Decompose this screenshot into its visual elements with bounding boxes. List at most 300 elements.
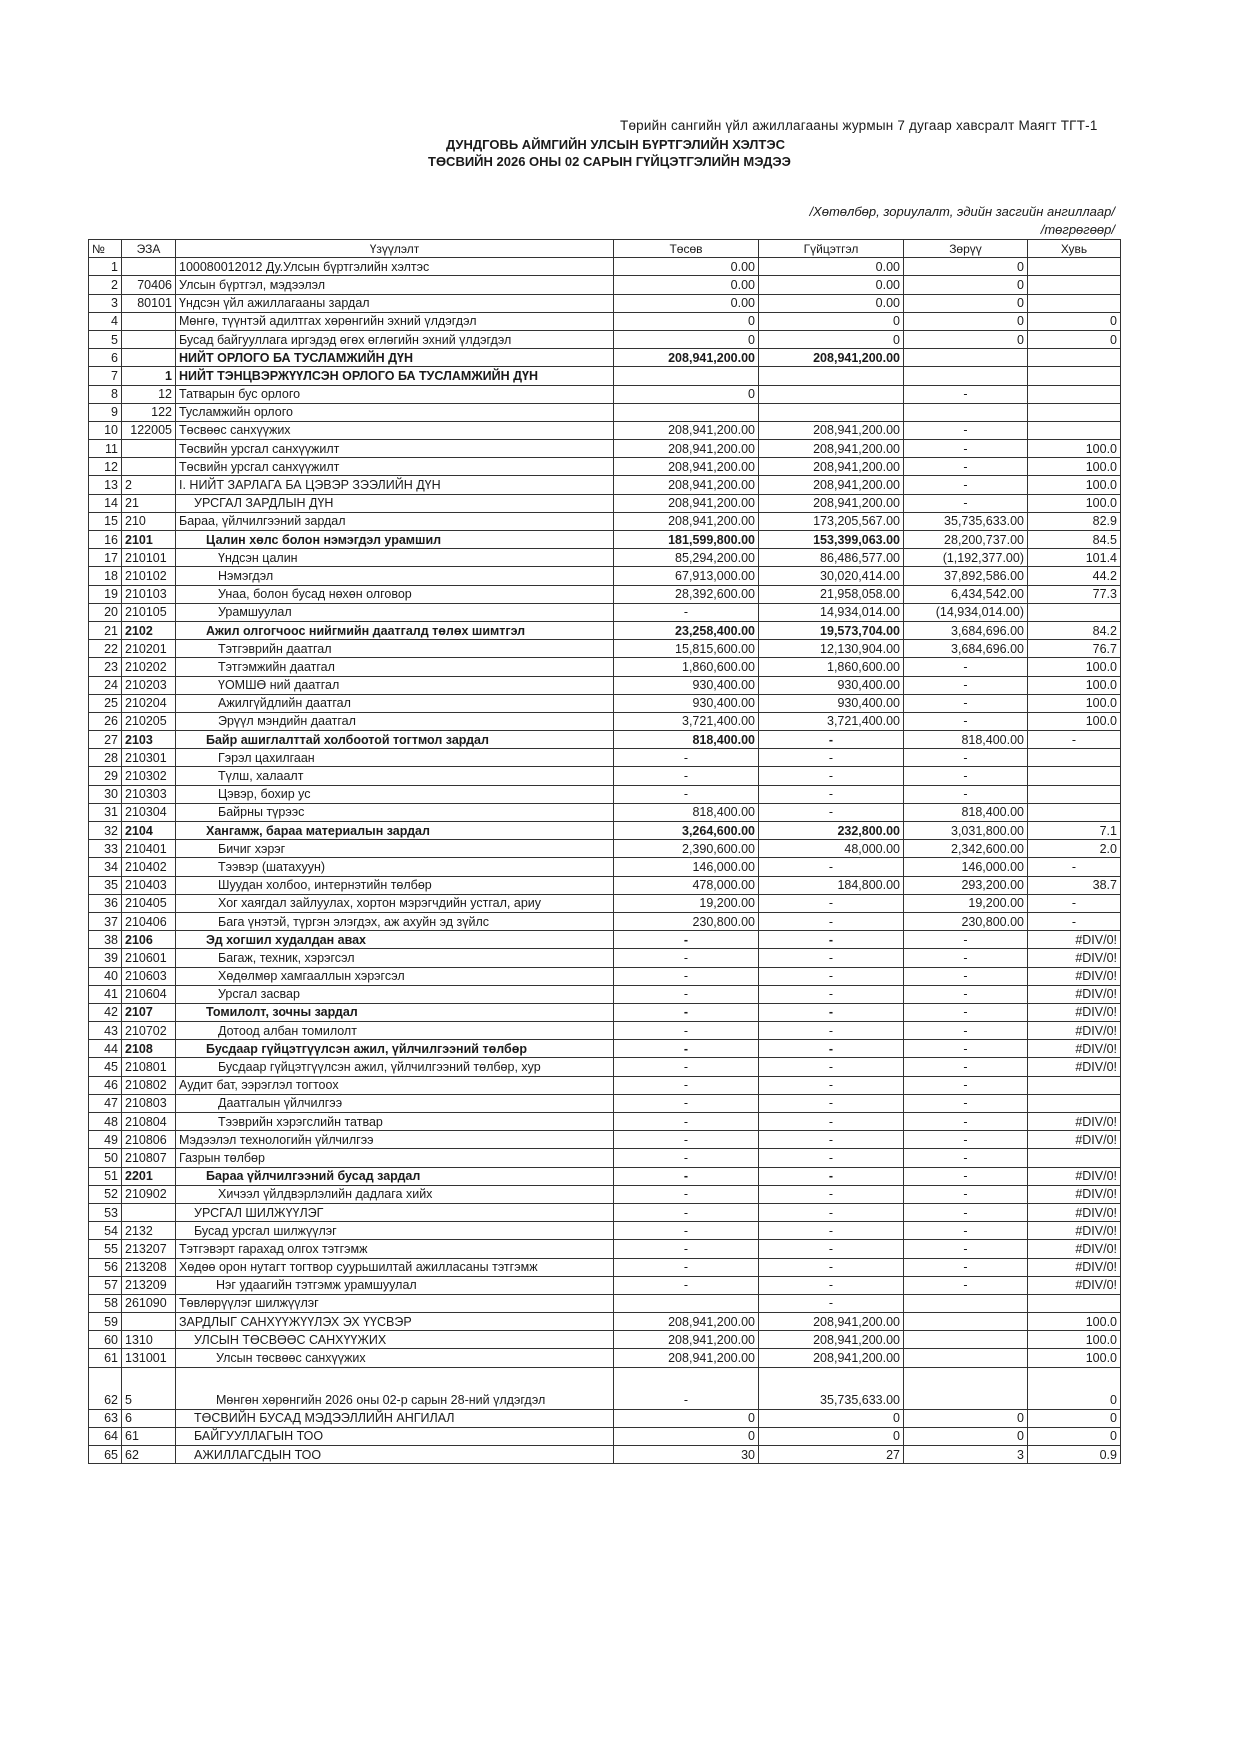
table-row (89, 440, 1121, 458)
table-row (89, 585, 1121, 603)
row-number: 47 (89, 1094, 122, 1112)
actual-value: - (759, 912, 904, 930)
indicator: Шуудан холбоо, интернэтийн төлбөр (176, 876, 614, 894)
budget-value: 208,941,200.00 (614, 476, 759, 494)
actual-value: - (759, 1167, 904, 1185)
budget-value: 818,400.00 (614, 731, 759, 749)
indicator: Хог хаягдал зайлуулах, хортон мэрэгчдийн устгал, ариу (176, 894, 614, 912)
indicator: ЗАРДЛЫГ САНХҮҮЖҮҮЛЭХ ЭХ ҮҮСВЭР (176, 1313, 614, 1331)
eza-code: 80101 (122, 294, 176, 312)
eza-code: 210402 (122, 858, 176, 876)
row-number: 39 (89, 949, 122, 967)
difference-value: (14,934,014.00) (904, 603, 1028, 621)
table-row (89, 1040, 1121, 1058)
table-row (89, 531, 1121, 549)
difference-value (904, 403, 1028, 421)
percent-value (1028, 294, 1121, 312)
difference-value (904, 367, 1028, 385)
percent-value: 38.7 (1028, 876, 1121, 894)
indicator: Тусламжийн орлого (176, 403, 614, 421)
percent-value: #DIV/0! (1028, 967, 1121, 985)
eza-code: 21 (122, 494, 176, 512)
col-header-difference: Зөрүү (904, 240, 1028, 258)
eza-code: 210102 (122, 567, 176, 585)
eza-code: 213209 (122, 1276, 176, 1294)
actual-value: 208,941,200.00 (759, 476, 904, 494)
budget-value: - (614, 1040, 759, 1058)
difference-value: - (904, 1276, 1028, 1294)
eza-code: 62 (122, 1446, 176, 1464)
row-number: 63 (89, 1409, 122, 1427)
percent-value (1028, 749, 1121, 767)
table-row (89, 1222, 1121, 1240)
actual-value: 12,130,904.00 (759, 640, 904, 658)
percent-value (1028, 403, 1121, 421)
table-row (89, 822, 1121, 840)
budget-value: 181,599,800.00 (614, 531, 759, 549)
actual-value: - (759, 1240, 904, 1258)
classification-note: /Хөтөлбөр, зориулалт, эдийн засгийн ангиллаар/ (809, 204, 1115, 219)
row-number: 28 (89, 749, 122, 767)
actual-value: 208,941,200.00 (759, 349, 904, 367)
indicator: Нэг удаагийн тэтгэмж урамшуулал (176, 1276, 614, 1294)
budget-value: 67,913,000.00 (614, 567, 759, 585)
indicator: Багаж, техник, хэрэгсэл (176, 949, 614, 967)
budget-value: - (614, 1076, 759, 1094)
eza-code: 2106 (122, 931, 176, 949)
table-row (89, 894, 1121, 912)
table-row (89, 640, 1121, 658)
actual-value: - (759, 1003, 904, 1021)
actual-value (759, 403, 904, 421)
row-number: 40 (89, 967, 122, 985)
actual-value: - (759, 967, 904, 985)
actual-value: 3,721,400.00 (759, 712, 904, 730)
table-row (89, 1003, 1121, 1021)
actual-value: - (759, 1185, 904, 1203)
percent-value: 100.0 (1028, 458, 1121, 476)
table-row (89, 1131, 1121, 1149)
actual-value: 21,958,058.00 (759, 585, 904, 603)
table-row (89, 767, 1121, 785)
table-row (89, 912, 1121, 930)
eza-code: 2101 (122, 531, 176, 549)
indicator: Аудит бат, ээрэглэл тогтоох (176, 1076, 614, 1094)
indicator: УРСГАЛ ШИЛЖҮҮЛЭГ (176, 1203, 614, 1221)
difference-value: - (904, 1222, 1028, 1240)
indicator: Гэрэл цахилгаан (176, 749, 614, 767)
difference-value: - (904, 767, 1028, 785)
col-header-percent: Хувь (1028, 240, 1121, 258)
indicator: Бусад урсгал шилжүүлэг (176, 1222, 614, 1240)
eza-code (122, 440, 176, 458)
percent-value: #DIV/0! (1028, 1003, 1121, 1021)
table-row (89, 712, 1121, 730)
table-row (89, 694, 1121, 712)
indicator: Бусдаар гүйцэтгүүлсэн ажил, үйлчилгээний төлбөр (176, 1040, 614, 1058)
eza-code: 1310 (122, 1331, 176, 1349)
table-row (89, 476, 1121, 494)
difference-value: 37,892,586.00 (904, 567, 1028, 585)
actual-value: 0 (759, 312, 904, 330)
actual-value: - (759, 1076, 904, 1094)
indicator: Томилолт, зочны зардал (176, 1003, 614, 1021)
percent-value: 7.1 (1028, 822, 1121, 840)
actual-value: 0.00 (759, 276, 904, 294)
budget-value: - (614, 1003, 759, 1021)
percent-value: 0 (1028, 312, 1121, 330)
actual-value: - (759, 767, 904, 785)
difference-value: 0 (904, 312, 1028, 330)
percent-value: - (1028, 912, 1121, 930)
percent-value: #DIV/0! (1028, 1058, 1121, 1076)
actual-value: 184,800.00 (759, 876, 904, 894)
budget-value: 30 (614, 1446, 759, 1464)
difference-value: 2,342,600.00 (904, 840, 1028, 858)
budget-value: - (614, 1094, 759, 1112)
difference-value: 0 (904, 1427, 1028, 1445)
eza-code: 210403 (122, 876, 176, 894)
actual-value: 930,400.00 (759, 676, 904, 694)
budget-value: - (614, 749, 759, 767)
row-number: 24 (89, 676, 122, 694)
budget-value: 818,400.00 (614, 803, 759, 821)
actual-value: - (759, 985, 904, 1003)
percent-value: #DIV/0! (1028, 1131, 1121, 1149)
table-row (89, 1149, 1121, 1167)
difference-value: 146,000.00 (904, 858, 1028, 876)
difference-value: - (904, 931, 1028, 949)
difference-value: 0 (904, 258, 1028, 276)
percent-value: 100.0 (1028, 494, 1121, 512)
indicator: Тэтгэмжийн даатгал (176, 658, 614, 676)
difference-value: - (904, 1131, 1028, 1149)
table-row (89, 658, 1121, 676)
indicator: Байр ашиглалттай холбоотой тогтмол зардал (176, 731, 614, 749)
col-header-no: № (89, 240, 122, 258)
row-number: 11 (89, 440, 122, 458)
percent-value: 44.2 (1028, 567, 1121, 585)
difference-value: 28,200,737.00 (904, 531, 1028, 549)
indicator: Төсвийн урсгал санхүүжилт (176, 458, 614, 476)
percent-value (1028, 349, 1121, 367)
difference-value: - (904, 1040, 1028, 1058)
budget-value: - (614, 1367, 759, 1409)
table-row (89, 1185, 1121, 1203)
eza-code (122, 1313, 176, 1331)
budget-value: 23,258,400.00 (614, 621, 759, 639)
row-number: 16 (89, 531, 122, 549)
table-row (89, 1276, 1121, 1294)
budget-value: 208,941,200.00 (614, 1349, 759, 1367)
percent-value (1028, 803, 1121, 821)
table-body (89, 258, 1121, 1464)
difference-value (904, 1294, 1028, 1312)
difference-value (904, 349, 1028, 367)
indicator: Хичээл үйлдвэрлэлийн дадлага хийх (176, 1185, 614, 1203)
row-number: 31 (89, 803, 122, 821)
indicator: Үндсэн цалин (176, 549, 614, 567)
indicator: Тэтгэврийн даатгал (176, 640, 614, 658)
difference-value: - (904, 1022, 1028, 1040)
table-row (89, 1113, 1121, 1131)
row-number: 54 (89, 1222, 122, 1240)
actual-value: - (759, 1294, 904, 1312)
eza-code: 70406 (122, 276, 176, 294)
row-number: 32 (89, 822, 122, 840)
indicator: Цалин хөлс болон нэмэгдэл урамшил (176, 531, 614, 549)
eza-code (122, 349, 176, 367)
unit-note: /төгрөгөөр/ (1040, 222, 1115, 237)
row-number: 57 (89, 1276, 122, 1294)
budget-value: - (614, 1058, 759, 1076)
indicator: 100080012012 Ду.Улсын бүртгэлийн хэлтэс (176, 258, 614, 276)
indicator: Төсвөөс санхүүжих (176, 421, 614, 439)
row-number: 2 (89, 276, 122, 294)
percent-value: 0.9 (1028, 1446, 1121, 1464)
difference-value: 6,434,542.00 (904, 585, 1028, 603)
indicator: Төсвийн урсгал санхүүжилт (176, 440, 614, 458)
indicator: Төвлөрүүлэг шилжүүлэг (176, 1294, 614, 1312)
table-row (89, 1058, 1121, 1076)
percent-value (1028, 1076, 1121, 1094)
indicator: Түлш, халаалт (176, 767, 614, 785)
difference-value: 293,200.00 (904, 876, 1028, 894)
row-number: 49 (89, 1131, 122, 1149)
table-row (89, 1331, 1121, 1349)
indicator: Хөдөө орон нутагт тогтвор суурьшилтай ажилласаны тэтгэмж (176, 1258, 614, 1276)
percent-value (1028, 785, 1121, 803)
difference-value: - (904, 967, 1028, 985)
budget-value: 19,200.00 (614, 894, 759, 912)
difference-value: 3,684,696.00 (904, 621, 1028, 639)
table-row (89, 367, 1121, 385)
table-row (89, 567, 1121, 585)
table-row (89, 1294, 1121, 1312)
table-row (89, 1240, 1121, 1258)
difference-value: 0 (904, 294, 1028, 312)
budget-value: 85,294,200.00 (614, 549, 759, 567)
row-number: 5 (89, 330, 122, 348)
indicator: УЛСЫН ТӨСВӨӨС САНХҮҮЖИХ (176, 1331, 614, 1349)
eza-code: 1 (122, 367, 176, 385)
row-number: 21 (89, 621, 122, 639)
budget-value: - (614, 931, 759, 949)
table-row (89, 1446, 1121, 1464)
row-number: 30 (89, 785, 122, 803)
percent-value: #DIV/0! (1028, 1022, 1121, 1040)
difference-value: - (904, 1258, 1028, 1276)
row-number: 33 (89, 840, 122, 858)
table-row (89, 312, 1121, 330)
budget-value: 208,941,200.00 (614, 512, 759, 530)
actual-value (759, 367, 904, 385)
difference-value: - (904, 1113, 1028, 1131)
difference-value: - (904, 1240, 1028, 1258)
table-row (89, 603, 1121, 621)
actual-value: 19,573,704.00 (759, 621, 904, 639)
percent-value (1028, 603, 1121, 621)
row-number: 44 (89, 1040, 122, 1058)
difference-value: - (904, 440, 1028, 458)
actual-value: - (759, 1276, 904, 1294)
indicator: Эд хогшил худалдан авах (176, 931, 614, 949)
eza-code (122, 258, 176, 276)
percent-value: - (1028, 858, 1121, 876)
table-row (89, 1076, 1121, 1094)
eza-code: 261090 (122, 1294, 176, 1312)
row-number: 10 (89, 421, 122, 439)
percent-value (1028, 1149, 1121, 1167)
budget-value: 0 (614, 1409, 759, 1427)
percent-value: #DIV/0! (1028, 1203, 1121, 1221)
row-number: 61 (89, 1349, 122, 1367)
budget-value: 478,000.00 (614, 876, 759, 894)
budget-value: 208,941,200.00 (614, 421, 759, 439)
row-number: 15 (89, 512, 122, 530)
table-row (89, 330, 1121, 348)
actual-value: - (759, 894, 904, 912)
eza-code: 213208 (122, 1258, 176, 1276)
actual-value: 208,941,200.00 (759, 1313, 904, 1331)
budget-value: 930,400.00 (614, 694, 759, 712)
row-number: 41 (89, 985, 122, 1003)
budget-value: - (614, 949, 759, 967)
indicator: I. НИЙТ ЗАРЛАГА БА ЦЭВЭР ЗЭЭЛИЙН ДҮН (176, 476, 614, 494)
indicator: Бичиг хэрэг (176, 840, 614, 858)
row-number: 25 (89, 694, 122, 712)
actual-value: 208,941,200.00 (759, 1349, 904, 1367)
indicator: Цэвэр, бохир ус (176, 785, 614, 803)
eza-code: 210304 (122, 803, 176, 821)
difference-value: - (904, 476, 1028, 494)
percent-value: 100.0 (1028, 476, 1121, 494)
actual-value: 0.00 (759, 258, 904, 276)
difference-value: 19,200.00 (904, 894, 1028, 912)
table-row (89, 785, 1121, 803)
form-reference: Төрийн сангийн үйл ажиллагааны журмын 7 дугаар хавсралт Маягт ТГТ-1 (620, 118, 1098, 133)
difference-value: - (904, 949, 1028, 967)
table-row (89, 549, 1121, 567)
difference-value: - (904, 676, 1028, 694)
difference-value: - (904, 694, 1028, 712)
row-number: 22 (89, 640, 122, 658)
indicator: Мөнгө, түүнтэй адилтгах хөрөнгийн эхний үлдэгдэл (176, 312, 614, 330)
actual-value: 0 (759, 1409, 904, 1427)
actual-value: 30,020,414.00 (759, 567, 904, 585)
percent-value: #DIV/0! (1028, 1222, 1121, 1240)
budget-value: - (614, 1258, 759, 1276)
row-number: 59 (89, 1313, 122, 1331)
row-number: 19 (89, 585, 122, 603)
percent-value: 84.2 (1028, 621, 1121, 639)
budget-value: 208,941,200.00 (614, 458, 759, 476)
row-number: 62 (89, 1367, 122, 1409)
eza-code: 210 (122, 512, 176, 530)
percent-value (1028, 385, 1121, 403)
budget-value: 0.00 (614, 258, 759, 276)
percent-value: 100.0 (1028, 1313, 1121, 1331)
eza-code: 2201 (122, 1167, 176, 1185)
difference-value: 818,400.00 (904, 731, 1028, 749)
eza-code: 2132 (122, 1222, 176, 1240)
table-row (89, 385, 1121, 403)
row-number: 23 (89, 658, 122, 676)
table-row (89, 349, 1121, 367)
actual-value: - (759, 1094, 904, 1112)
actual-value: - (759, 1203, 904, 1221)
eza-code (122, 330, 176, 348)
eza-code: 122 (122, 403, 176, 421)
table-row (89, 803, 1121, 821)
eza-code: 2102 (122, 621, 176, 639)
actual-value: 0 (759, 1427, 904, 1445)
col-header-eza: ЭЗА (122, 240, 176, 258)
budget-value: 208,941,200.00 (614, 494, 759, 512)
indicator: Хөдөлмөр хамгааллын хэрэгсэл (176, 967, 614, 985)
actual-value: - (759, 1113, 904, 1131)
document-title-line1: ДУНДГОВЬ АЙМГИЙН УЛСЫН БҮРТГЭЛИЙН ХЭЛТЭС (446, 137, 786, 152)
budget-value: - (614, 1167, 759, 1185)
indicator: УРСГАЛ ЗАРДЛЫН ДҮН (176, 494, 614, 512)
eza-code: 2107 (122, 1003, 176, 1021)
budget-value (614, 403, 759, 421)
document-title-line2: ТӨСВИЙН 2026 ОНЫ 02 САРЫН ГҮЙЦЭТГЭЛИЙН МЭДЭЭ (428, 154, 791, 169)
row-number: 64 (89, 1427, 122, 1445)
budget-value: 208,941,200.00 (614, 1331, 759, 1349)
eza-code: 210401 (122, 840, 176, 858)
difference-value: - (904, 1149, 1028, 1167)
col-header-indicator: Үзүүлэлт (176, 240, 614, 258)
difference-value (904, 1313, 1028, 1331)
eza-code: 210101 (122, 549, 176, 567)
budget-value: 1,860,600.00 (614, 658, 759, 676)
percent-value: 101.4 (1028, 549, 1121, 567)
indicator: Байрны түрээс (176, 803, 614, 821)
table-row (89, 1313, 1121, 1331)
table-row (89, 258, 1121, 276)
difference-value: 3,684,696.00 (904, 640, 1028, 658)
budget-value (614, 367, 759, 385)
row-number: 34 (89, 858, 122, 876)
budget-value: - (614, 985, 759, 1003)
percent-value (1028, 258, 1121, 276)
percent-value: 0 (1028, 1367, 1121, 1409)
table-row (89, 421, 1121, 439)
budget-value: 3,721,400.00 (614, 712, 759, 730)
eza-code: 2104 (122, 822, 176, 840)
difference-value: 0 (904, 330, 1028, 348)
eza-code: 210902 (122, 1185, 176, 1203)
budget-value: 146,000.00 (614, 858, 759, 876)
row-number: 55 (89, 1240, 122, 1258)
eza-code: 6 (122, 1409, 176, 1427)
budget-value: 2,390,600.00 (614, 840, 759, 858)
actual-value (759, 385, 904, 403)
indicator: Мэдээлэл технологийн үйлчилгээ (176, 1131, 614, 1149)
eza-code: 210201 (122, 640, 176, 658)
row-number: 53 (89, 1203, 122, 1221)
eza-code: 210604 (122, 985, 176, 1003)
table-row (89, 840, 1121, 858)
budget-value: 0 (614, 312, 759, 330)
actual-value: - (759, 749, 904, 767)
indicator: АЖИЛЛАГСДЫН ТОО (176, 1446, 614, 1464)
percent-value: #DIV/0! (1028, 931, 1121, 949)
percent-value: 100.0 (1028, 694, 1121, 712)
eza-code: 12 (122, 385, 176, 403)
actual-value: - (759, 785, 904, 803)
